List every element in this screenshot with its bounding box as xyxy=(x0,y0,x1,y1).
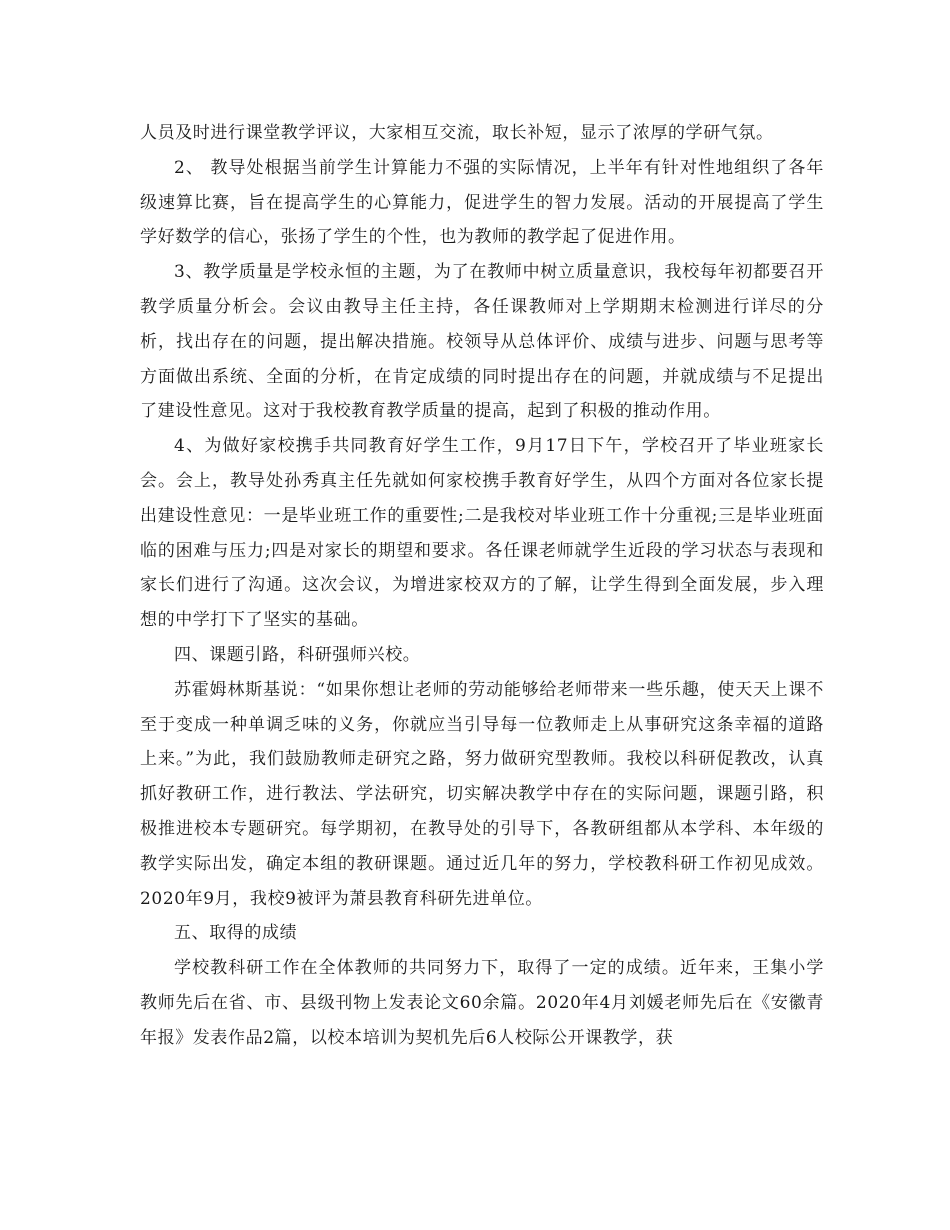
section-heading-5: 五、取得的成绩 xyxy=(174,923,298,944)
paragraph-item-2: 2、 教导处根据当前学生计算能力不强的实际情况，上半年有针对性地组织了各年级速算比赛，旨在提高学生的心算能力，促进学生的智力发展。活动的开展提高了学生学好数学的信心，张扬了学生的个性，也为教师的教学起了促进作用。 xyxy=(140,157,824,248)
paragraph-continuation: 人员及时进行课堂教学评议，大家相互交流，取长补短，显示了浓厚的学研气氛。 xyxy=(140,123,774,143)
paragraph-research: 苏霍姆林斯基说：“如果你想让老师的劳动能够给老师带来一些乐趣，使天天上课不至于变成一种单调乏味的义务，你就应当引导每一位教师走上从事研究这条幸福的道路上来。”为此，我们鼓励教师走研究之路，努力做研究型教师。我校以科研促教改，认真抓好教研工作，进行教法、学法研究，切实解决教学中存在的实际问题，课题引路，积极推进校本专题研究。每学期初，在教导处的引导下，各教研组都从本学科、本年级的教学实际出发，确定本组的教研课题。通过近几年的努力，学校教科研工作初见成效。2020年9月，我校9被评为萧县教育科研先进单位。 xyxy=(140,679,824,909)
paragraph-item-4: 4、为做好家校携手共同教育好学生工作，9月17日下午，学校召开了毕业班家长会。会上，教导处孙秀真主任先就如何家校携手教育好学生，从四个方面对各位家长提出建设性意见：一是毕业班工作的重要性;二是我校对毕业班工作十分重视;三是毕业班面临的困难与压力;四是对家长的期望和要求。各任课老师就学生近段的学习状态与表现和家长们进行了沟通。这次会议，为增进家校双方的了解，让学生得到全面发展，步入理想的中学打下了坚实的基础。 xyxy=(140,436,824,631)
paragraph-achievements: 学校教科研工作在全体教师的共同努力下，取得了一定的成绩。近年来，王集小学教师先后在省、市、县级刊物上发表论文60余篇。2020年4月刘媛老师先后在《安徽青年报》发表作品2篇，以校本培训为契机先后6人校际公开课教学，获 xyxy=(140,958,824,1048)
paragraph-item-3: 3、教学质量是学校永恒的主题，为了在教师中树立质量意识，我校每年初都要召开教学质量分析会。会议由教导主任主持，各任课教师对上学期期末检测进行详尽的分析，找出存在的问题，提出解决措施。校领导从总体评价、成绩与进步、问题与思考等方面做出系统、全面的分析，在肯定成绩的同时提出存在的问题，并就成绩与不足提出了建设性意见。这对于我校教育教学质量的提高，起到了积极的推动作用。 xyxy=(140,262,824,422)
document-body xyxy=(140,116,824,1056)
section-heading-4: 四、课题引路，科研强师兴校。 xyxy=(174,644,421,665)
